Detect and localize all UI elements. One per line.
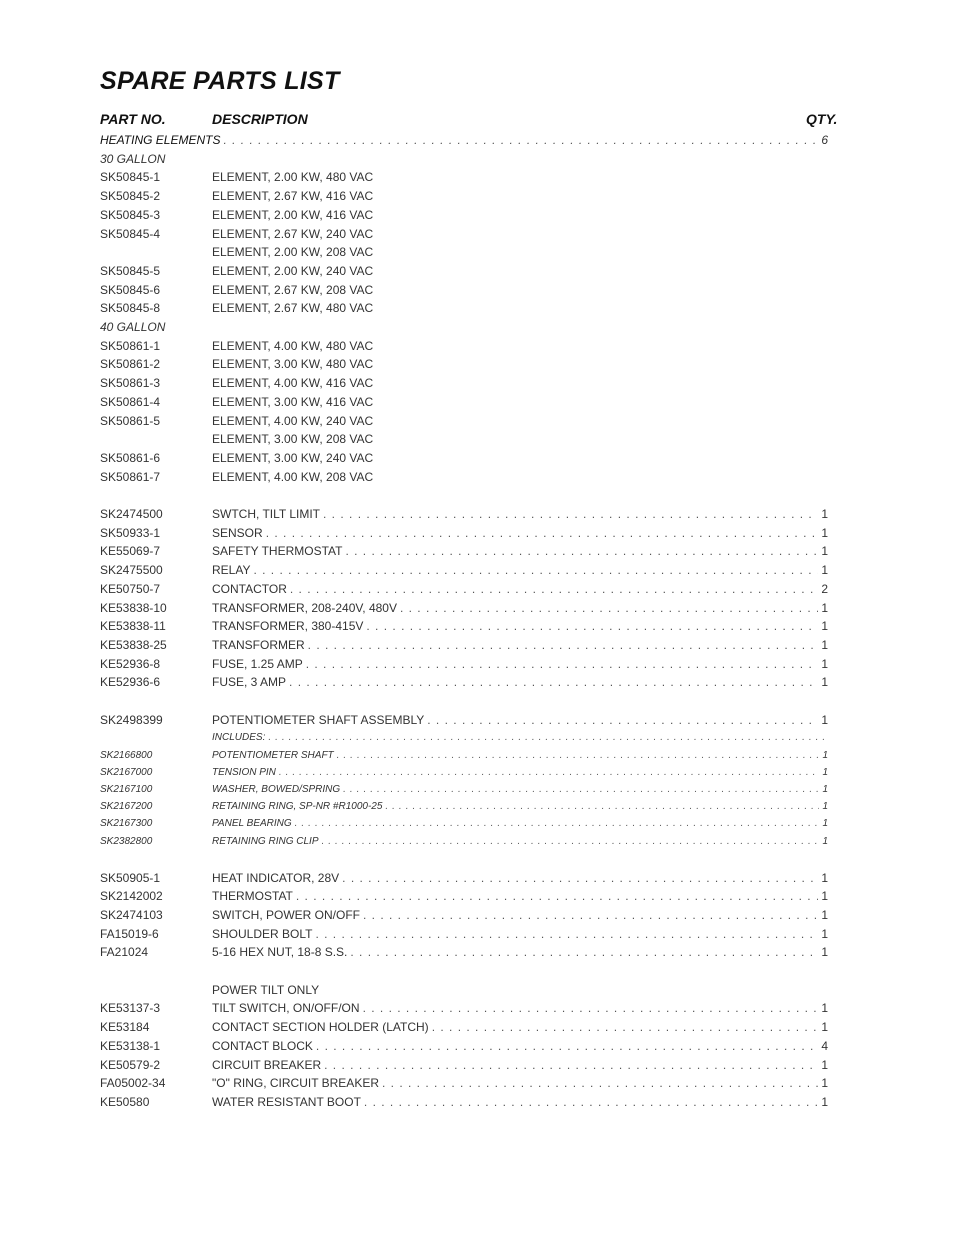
quantity: 2 bbox=[821, 581, 828, 596]
part-number: KE52936-6 bbox=[100, 675, 161, 690]
dot-leader bbox=[324, 1056, 818, 1075]
parts-row bbox=[100, 243, 828, 262]
part-description: SWTCH, TILT LIMIT bbox=[212, 507, 321, 521]
column-header-description: DESCRIPTION bbox=[212, 111, 308, 127]
part-number: 30 GALLON bbox=[100, 151, 166, 166]
part-description: TENSION PIN bbox=[212, 766, 276, 778]
part-number: FA05002-34 bbox=[100, 1076, 166, 1091]
section-subheading bbox=[100, 318, 828, 337]
parts-row bbox=[100, 168, 828, 187]
parts-row bbox=[100, 262, 828, 281]
quantity: 1 bbox=[821, 907, 828, 922]
part-description: ELEMENT, 2.67 KW, 416 VAC bbox=[212, 189, 374, 204]
parts-row bbox=[100, 599, 828, 618]
dot-leader bbox=[343, 781, 819, 798]
parts-row bbox=[100, 1037, 828, 1056]
part-description: RETAINING RING CLIP bbox=[212, 835, 319, 847]
parts-row bbox=[100, 337, 828, 356]
quantity: 1 bbox=[821, 945, 828, 960]
dot-leader bbox=[366, 617, 818, 636]
dot-leader bbox=[322, 833, 820, 850]
quantity: 4 bbox=[821, 1038, 828, 1053]
part-description: TRANSFORMER, 208-240V, 480V bbox=[212, 600, 397, 615]
parts-row bbox=[100, 711, 828, 730]
quantity: 1 bbox=[821, 1001, 828, 1016]
part-description: ELEMENT, 4.00 KW, 480 VAC bbox=[212, 338, 374, 353]
parts-row bbox=[100, 449, 828, 468]
part-number: SK50861-4 bbox=[100, 394, 161, 409]
part-description: ELEMENT, 3.00 KW, 240 VAC bbox=[212, 450, 374, 465]
dot-leader bbox=[342, 869, 818, 888]
dot-leader bbox=[308, 636, 819, 655]
part-number: SK50861-5 bbox=[100, 413, 161, 428]
part-description: ELEMENT, 4.00 KW, 416 VAC bbox=[212, 376, 374, 391]
part-description: ELEMENT, 2.00 KW, 480 VAC bbox=[212, 170, 374, 185]
section-heading bbox=[100, 981, 828, 1000]
part-description: RELAY bbox=[212, 563, 251, 578]
dot-leader bbox=[400, 599, 818, 618]
part-number: HEATING ELEMENTS bbox=[100, 133, 221, 147]
part-description: CIRCUIT BREAKER bbox=[212, 1057, 322, 1072]
part-number: SK2382800 bbox=[100, 835, 153, 847]
part-number: SK2166800 bbox=[100, 749, 153, 761]
part-number: SK2167200 bbox=[100, 801, 153, 813]
part-description: "O" RING, CIRCUIT BREAKER bbox=[212, 1076, 379, 1091]
part-description: INCLUDES: bbox=[212, 732, 266, 744]
dot-leader bbox=[364, 1093, 818, 1112]
part-description: SENSOR bbox=[212, 525, 263, 540]
part-number: SK2167300 bbox=[100, 818, 153, 830]
dot-leader bbox=[385, 798, 819, 815]
part-number: SK50861-7 bbox=[100, 469, 161, 484]
part-description: ELEMENT, 2.67 KW, 208 VAC bbox=[212, 282, 374, 297]
parts-row bbox=[100, 542, 828, 561]
parts-row bbox=[100, 131, 828, 150]
dot-leader bbox=[350, 943, 818, 962]
parts-row bbox=[100, 887, 828, 906]
parts-row bbox=[100, 798, 828, 815]
part-number: FA15019-6 bbox=[100, 926, 159, 941]
part-description: RETAINING RING, SP-NR #R1000-25 bbox=[212, 801, 383, 813]
parts-row bbox=[100, 833, 828, 850]
section-subheading bbox=[100, 150, 828, 169]
part-description: CONTACT BLOCK bbox=[212, 1038, 313, 1053]
parts-row bbox=[100, 1093, 828, 1112]
part-number: SK50861-1 bbox=[100, 338, 161, 353]
part-description: ELEMENT, 2.00 KW, 416 VAC bbox=[212, 207, 374, 222]
part-description: SAFETY THERMOSTAT bbox=[212, 544, 343, 559]
parts-row bbox=[100, 1018, 828, 1037]
parts-row bbox=[100, 815, 828, 832]
part-description: ELEMENT, 3.00 KW, 416 VAC bbox=[212, 394, 374, 409]
part-description: ELEMENT, 2.67 KW, 240 VAC bbox=[212, 226, 374, 241]
part-number: SK2474103 bbox=[100, 907, 163, 922]
dot-leader bbox=[363, 906, 818, 925]
part-description: TRANSFORMER bbox=[212, 637, 305, 652]
part-number: SK2498399 bbox=[100, 712, 163, 727]
column-header-qty: QTY. bbox=[806, 111, 838, 127]
parts-row bbox=[100, 355, 828, 374]
parts-row bbox=[100, 281, 828, 300]
dot-leader bbox=[432, 1018, 819, 1037]
quantity: 1 bbox=[822, 801, 828, 813]
dot-leader bbox=[315, 925, 818, 944]
part-description: HEAT INDICATOR, 28V bbox=[212, 870, 340, 885]
parts-row bbox=[100, 925, 828, 944]
part-number: KE53184 bbox=[100, 1020, 150, 1035]
dot-leader bbox=[279, 764, 820, 781]
parts-row bbox=[100, 764, 828, 781]
dot-leader bbox=[253, 561, 818, 580]
part-number: KE50579-2 bbox=[100, 1057, 161, 1072]
part-description: TRANSFORMER, 380-415V bbox=[212, 619, 364, 634]
quantity: 6 bbox=[821, 133, 828, 147]
part-description: SHOULDER BOLT bbox=[212, 926, 313, 941]
part-number: SK50861-2 bbox=[100, 357, 161, 372]
part-description: WATER RESISTANT BOOT bbox=[212, 1094, 361, 1109]
column-header-part-no: PART NO. bbox=[100, 111, 166, 127]
part-number: SK2167000 bbox=[100, 766, 153, 778]
part-description: ELEMENT, 4.00 KW, 208 VAC bbox=[212, 469, 374, 484]
part-number: FA21024 bbox=[100, 945, 149, 960]
parts-row bbox=[100, 505, 828, 524]
part-description: FUSE, 1.25 AMP bbox=[212, 656, 303, 671]
parts-row bbox=[100, 636, 828, 655]
part-description: CONTACTOR bbox=[212, 581, 287, 596]
part-number: SK50845-4 bbox=[100, 226, 161, 241]
parts-row bbox=[100, 999, 828, 1018]
quantity: 1 bbox=[822, 835, 828, 847]
parts-row bbox=[100, 655, 828, 674]
part-description: POTENTIOMETER SHAFT bbox=[212, 749, 334, 761]
dot-leader bbox=[382, 1074, 818, 1093]
parts-row bbox=[100, 299, 828, 318]
parts-row bbox=[100, 187, 828, 206]
parts-row bbox=[100, 673, 828, 692]
part-description: ELEMENT, 2.67 KW, 480 VAC bbox=[212, 301, 374, 316]
quantity: 1 bbox=[821, 675, 828, 690]
dot-leader bbox=[268, 729, 825, 746]
parts-row bbox=[100, 1074, 828, 1093]
dot-leader bbox=[295, 815, 820, 832]
quantity: 1 bbox=[821, 507, 828, 521]
part-number: SK50845-2 bbox=[100, 189, 161, 204]
quantity: 1 bbox=[822, 818, 828, 830]
quantity: 1 bbox=[821, 1020, 828, 1035]
parts-row bbox=[100, 906, 828, 925]
quantity: 1 bbox=[821, 1076, 828, 1091]
part-description: THERMOSTAT bbox=[212, 889, 293, 904]
parts-row bbox=[100, 561, 828, 580]
parts-row bbox=[100, 374, 828, 393]
part-number: KE53838-11 bbox=[100, 619, 166, 634]
parts-row bbox=[100, 729, 828, 746]
quantity: 1 bbox=[821, 619, 828, 634]
part-number: KE53838-10 bbox=[100, 600, 167, 615]
part-number: SK50845-3 bbox=[100, 207, 161, 222]
part-number: SK2475500 bbox=[100, 563, 163, 578]
quantity: 1 bbox=[821, 889, 828, 904]
quantity: 1 bbox=[821, 563, 828, 578]
part-number: SK50845-6 bbox=[100, 282, 161, 297]
part-number: SK50845-5 bbox=[100, 263, 161, 278]
parts-row bbox=[100, 617, 828, 636]
part-number: SK2474500 bbox=[100, 507, 163, 521]
part-number: KE53137-3 bbox=[100, 1001, 161, 1016]
part-description: ELEMENT, 3.00 KW, 208 VAC bbox=[212, 432, 374, 447]
parts-row bbox=[100, 524, 828, 543]
part-description: SWITCH, POWER ON/OFF bbox=[212, 907, 360, 922]
parts-row bbox=[100, 869, 828, 888]
part-description: ELEMENT, 2.00 KW, 208 VAC bbox=[212, 245, 374, 260]
quantity: 1 bbox=[821, 637, 828, 652]
part-number: SK50845-1 bbox=[100, 170, 161, 185]
part-number: 40 GALLON bbox=[100, 320, 166, 334]
parts-row bbox=[100, 943, 828, 962]
part-number: KE53838-25 bbox=[100, 637, 167, 652]
parts-row bbox=[100, 206, 828, 225]
parts-row bbox=[100, 225, 828, 244]
dot-leader bbox=[427, 711, 818, 730]
quantity: 1 bbox=[821, 525, 828, 540]
quantity: 1 bbox=[821, 712, 828, 727]
part-description: ELEMENT, 3.00 KW, 480 VAC bbox=[212, 357, 374, 372]
part-description: POTENTIOMETER SHAFT ASSEMBLY bbox=[212, 712, 425, 727]
part-number: KE52936-8 bbox=[100, 656, 161, 671]
dot-leader bbox=[296, 887, 818, 906]
part-number: SK2167100 bbox=[100, 784, 153, 795]
parts-row bbox=[100, 1056, 828, 1075]
part-number: SK50845-8 bbox=[100, 301, 161, 316]
dot-leader bbox=[345, 542, 818, 561]
part-number: SK50861-3 bbox=[100, 376, 161, 391]
dot-leader bbox=[316, 1037, 818, 1056]
part-number: SK50861-6 bbox=[100, 450, 161, 465]
part-number: KE50580 bbox=[100, 1094, 150, 1109]
parts-row bbox=[100, 781, 828, 798]
dot-leader bbox=[266, 524, 819, 543]
quantity: 1 bbox=[821, 1057, 828, 1072]
page-title: SPARE PARTS LIST bbox=[100, 67, 340, 95]
part-description: TILT SWITCH, ON/OFF/ON bbox=[212, 1001, 360, 1016]
quantity: 1 bbox=[822, 784, 828, 795]
quantity: 1 bbox=[821, 600, 828, 615]
part-description: FUSE, 3 AMP bbox=[212, 675, 287, 690]
quantity: 1 bbox=[822, 749, 828, 761]
parts-row bbox=[100, 412, 828, 431]
parts-row bbox=[100, 430, 828, 449]
part-description: WASHER, BOWED/SPRING bbox=[212, 784, 341, 795]
part-number: SK50905-1 bbox=[100, 870, 161, 885]
dot-leader bbox=[306, 655, 819, 674]
part-description: ELEMENT, 2.00 KW, 240 VAC bbox=[212, 263, 374, 278]
part-number: SK50933-1 bbox=[100, 525, 161, 540]
dot-leader bbox=[337, 747, 820, 764]
dot-leader bbox=[290, 580, 818, 599]
dot-leader bbox=[223, 131, 818, 150]
parts-row bbox=[100, 468, 828, 487]
part-description: 5-16 HEX NUT, 18-8 S.S. bbox=[212, 945, 348, 960]
quantity: 1 bbox=[821, 926, 828, 941]
dot-leader bbox=[363, 999, 819, 1018]
part-number: KE53138-1 bbox=[100, 1038, 161, 1053]
quantity: 1 bbox=[821, 656, 828, 671]
part-description: PANEL BEARING bbox=[212, 818, 292, 830]
part-number: SK2142002 bbox=[100, 889, 163, 904]
quantity: 1 bbox=[822, 766, 828, 778]
dot-leader bbox=[323, 505, 818, 524]
parts-row bbox=[100, 580, 828, 599]
part-description: ELEMENT, 4.00 KW, 240 VAC bbox=[212, 413, 374, 428]
quantity: 1 bbox=[821, 544, 828, 559]
parts-row bbox=[100, 747, 828, 764]
part-description: CONTACT SECTION HOLDER (LATCH) bbox=[212, 1020, 429, 1035]
part-number: KE50750-7 bbox=[100, 581, 161, 596]
dot-leader bbox=[289, 673, 818, 692]
quantity: 1 bbox=[821, 870, 828, 885]
quantity: 1 bbox=[821, 1094, 828, 1109]
part-number: KE55069-7 bbox=[100, 544, 161, 559]
part-description: POWER TILT ONLY bbox=[212, 982, 320, 997]
parts-row bbox=[100, 393, 828, 412]
